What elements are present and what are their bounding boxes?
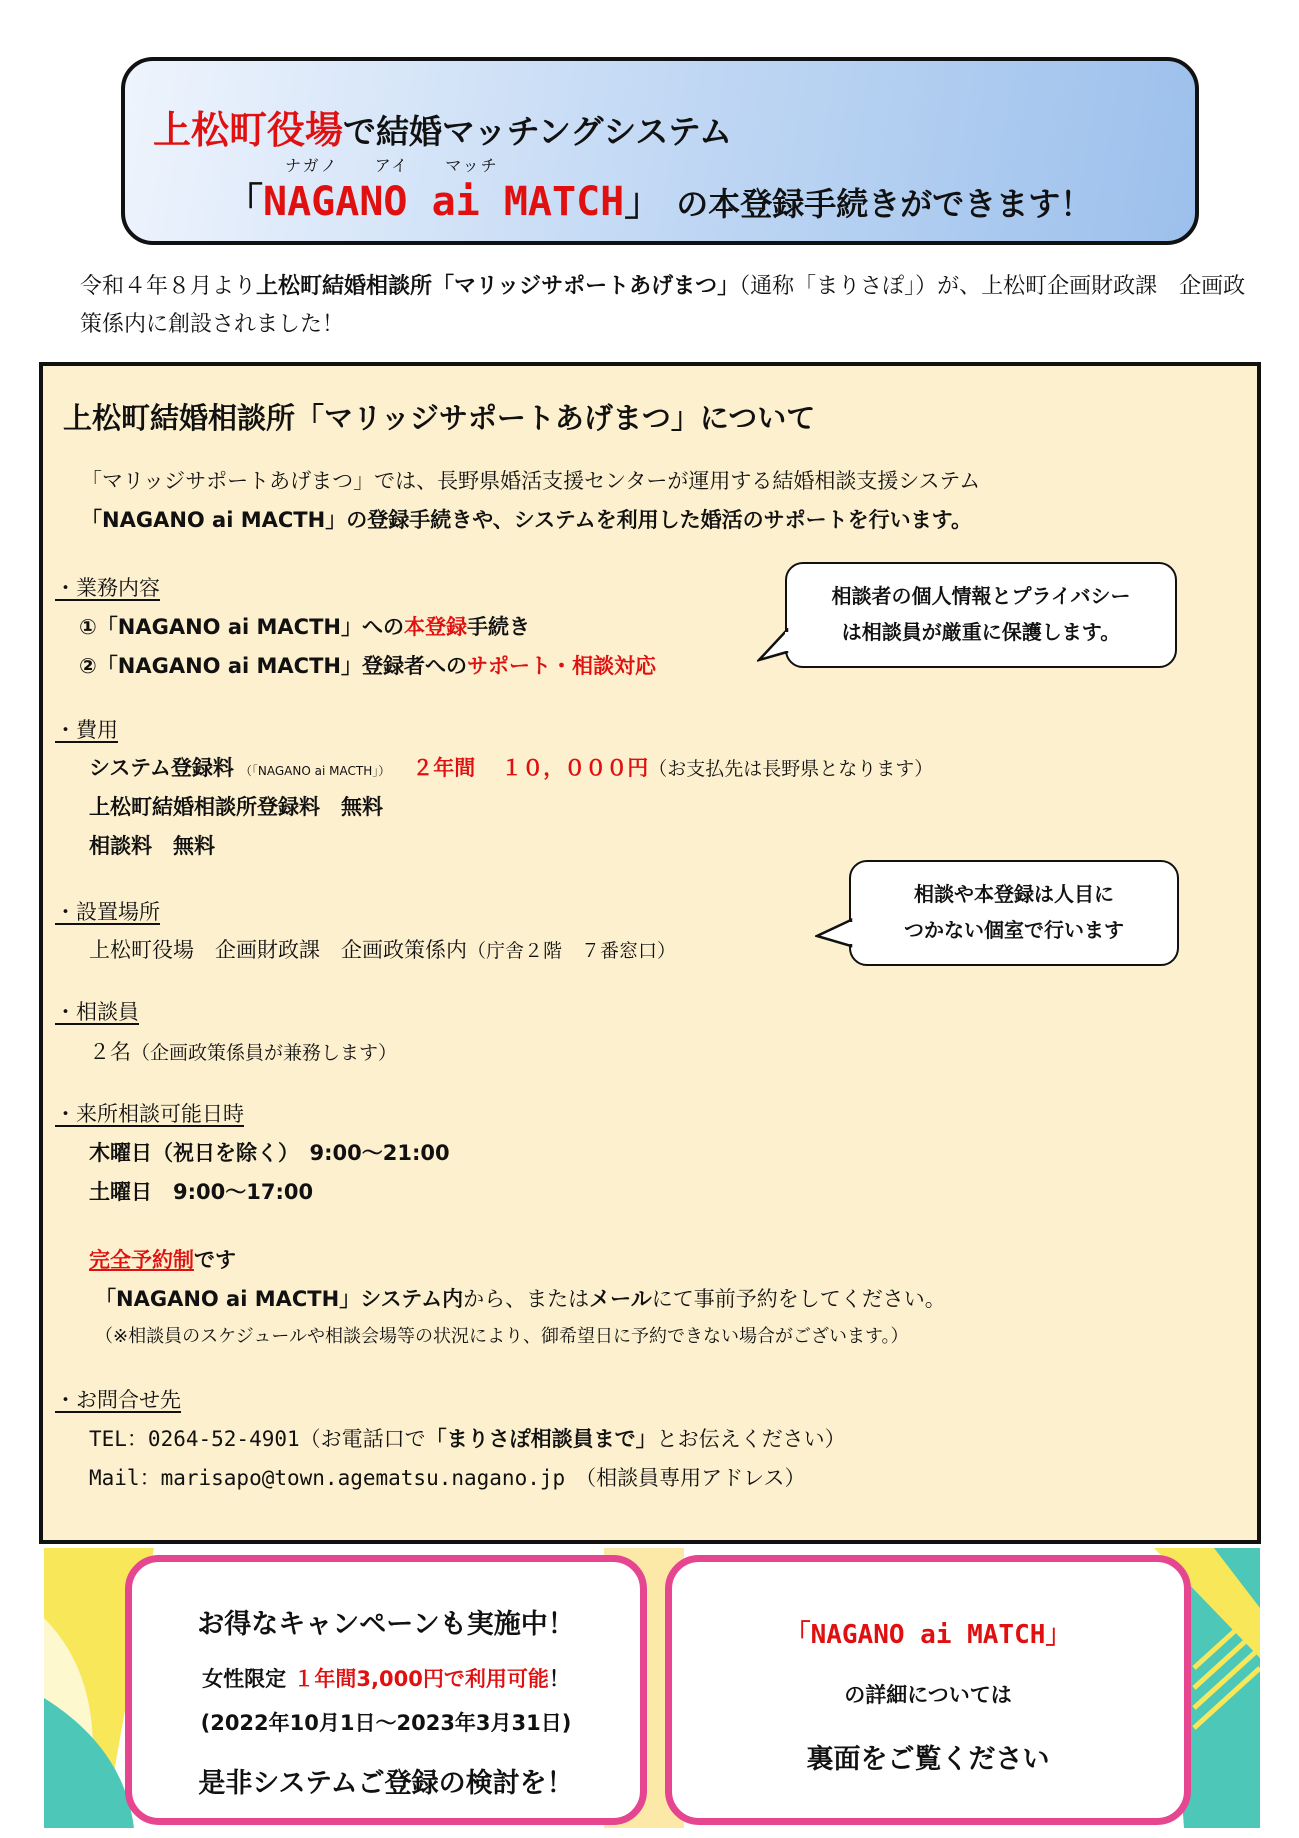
- contact-mail: [89, 1462, 806, 1492]
- reservation-method-d: にて事前予約をしてください。: [651, 1287, 946, 1311]
- header-line2-rest: の本登録手続きができます！: [676, 185, 1093, 223]
- reservation-method-a: 「NAGANO ai MACTH」システム内: [95, 1287, 464, 1311]
- details-brand: 「NAGANO ai MATCH」: [784, 1620, 1072, 1650]
- panel-title: 上松町結婚相談所「マリッジサポートあげまつ」について: [63, 401, 816, 435]
- counselors-note: （企画政策係員が兼務します）: [131, 1042, 398, 1064]
- campaign-offer: [132, 1663, 640, 1693]
- header-open-bracket: 「: [225, 180, 264, 224]
- service-item-1-prefix: ①「NAGANO ai MACTH」への: [79, 615, 404, 639]
- header-line1: [153, 99, 732, 154]
- reservation-note: （※相談員のスケジュールや相談会場等の状況により、御希望日に予約できない場合がございます。）: [95, 1326, 909, 1347]
- privacy-bubble-line1: 相談者の個人情報とプライバシー: [831, 584, 1131, 608]
- details-box: [665, 1555, 1191, 1825]
- location-note: （庁舎２階 ７番窓口）: [467, 940, 677, 962]
- contact-mail-address: Mail：marisapo@town.agematsu.nagano.jp: [89, 1466, 566, 1490]
- privacy-bubble-line2: は相談員が厳重に保護します。: [841, 620, 1121, 644]
- counselors-count: ２名: [89, 1040, 131, 1064]
- intro-text: [80, 268, 1250, 344]
- fees-heading: ・費用: [55, 718, 118, 742]
- fee-system-note: （お支払先は長野県となります）: [648, 758, 934, 780]
- fee-system-amount: １０，０００円: [501, 756, 649, 780]
- fee-row-system: [89, 752, 933, 782]
- contact-tel: [89, 1423, 846, 1453]
- service-item-1: [79, 611, 530, 641]
- private-room-bubble-line1: 相談や本登録は人目に: [914, 882, 1114, 906]
- location-heading: ・設置場所: [55, 900, 160, 924]
- intro-part3: （通称「まりさぽ」）が、上松町企画財政課 企画政策係内に創設されました！: [80, 274, 1246, 337]
- contact-tel-a: （お電話口で: [299, 1427, 426, 1451]
- private-room-bubble: [849, 860, 1179, 966]
- panel-description: [63, 462, 980, 540]
- campaign-title: お得なキャンペーンも実施中！: [197, 1609, 575, 1640]
- campaign-closing: 是非システムご登録の検討を！: [198, 1768, 574, 1799]
- fee-row-office: 上松町結婚相談所登録料 無料: [89, 795, 383, 819]
- location-main: 上松町役場 企画財政課 企画政策係内: [89, 938, 467, 962]
- reservation-method-c: メール: [589, 1287, 652, 1311]
- panel-desc-line1: 「マリッジサポートあげまつ」では、長野県婚活支援センターが運用する結婚相談支援システム: [81, 469, 981, 493]
- header-town-hall: 上松町役場: [153, 108, 344, 152]
- contact-mail-note: （相談員専用アドレス）: [575, 1466, 806, 1490]
- header-close-bracket: 」: [624, 180, 663, 224]
- private-room-bubble-tail: [815, 916, 853, 952]
- fee-system-label: システム登録料: [89, 756, 234, 780]
- contact-tel-number: TEL：0264-52-4901: [89, 1427, 300, 1451]
- campaign-box: [125, 1555, 647, 1825]
- location-text: [89, 934, 676, 964]
- header-line1-rest: で結婚マッチングシステム: [343, 112, 733, 151]
- service-item-2-red: サポート・相談対応: [466, 654, 656, 678]
- service-item-1-red: 本登録: [403, 615, 467, 639]
- fee-system-period: ２年間: [412, 756, 476, 780]
- panel-desc-line2: 「NAGANO ai MACTH」の登録手続きや、システムを利用した婚活のサポートを行います。: [81, 508, 972, 532]
- fee-row-consult: 相談料 無料: [89, 834, 215, 858]
- fee-system-small: （「NAGANO ai MACTH」）: [239, 764, 391, 778]
- reservation-method: [95, 1283, 946, 1313]
- counselors-heading: ・相談員: [55, 1000, 139, 1024]
- reservation-red: 完全予約制: [89, 1248, 194, 1272]
- info-panel: [39, 362, 1261, 1544]
- campaign-offer-b: ！: [548, 1667, 570, 1691]
- privacy-bubble-tail: [757, 628, 789, 668]
- contact-tel-b: 「まりさぽ相談員まで」: [425, 1427, 657, 1451]
- header-line2: [225, 171, 1092, 226]
- reservation-suffix: です: [194, 1248, 236, 1272]
- details-line3: 裏面をご覧ください: [806, 1744, 1050, 1775]
- header-banner: [121, 57, 1199, 245]
- campaign-period: (2022年10月1日～2023年3月31日): [200, 1711, 572, 1735]
- contact-tel-c: とお伝えください）: [656, 1427, 846, 1451]
- private-room-bubble-line2: つかない個室で行います: [904, 918, 1124, 942]
- services-heading: ・業務内容: [55, 576, 160, 600]
- service-item-1-suffix: 手続き: [466, 615, 530, 639]
- intro-part1: 令和４年８月より: [80, 274, 257, 299]
- reservation-title: [89, 1244, 236, 1274]
- hours-heading: ・来所相談可能日時: [55, 1102, 244, 1126]
- header-ruby: ナガノ アイ マッチ: [285, 156, 499, 175]
- service-item-2-prefix: ②「NAGANO ai MACTH」登録者への: [79, 654, 467, 678]
- reservation-method-b: から、または: [463, 1287, 590, 1311]
- campaign-offer-red: １年間3,000円で利用可能: [293, 1667, 549, 1691]
- intro-part2: 上松町結婚相談所「マリッジサポートあげまつ」: [256, 274, 740, 299]
- details-line2: の詳細については: [844, 1683, 1012, 1707]
- service-item-2: [79, 650, 656, 680]
- counselors-text: [89, 1036, 397, 1066]
- privacy-bubble: [785, 562, 1177, 668]
- hours-thursday: 木曜日（祝日を除く） 9:00～21:00: [89, 1141, 450, 1165]
- campaign-offer-a: 女性限定: [202, 1667, 287, 1691]
- hours-saturday: 土曜日 9:00～17:00: [89, 1180, 314, 1204]
- header-brand: NAGANO ai MATCH: [263, 179, 625, 225]
- contact-heading: ・お問合せ先: [55, 1388, 181, 1412]
